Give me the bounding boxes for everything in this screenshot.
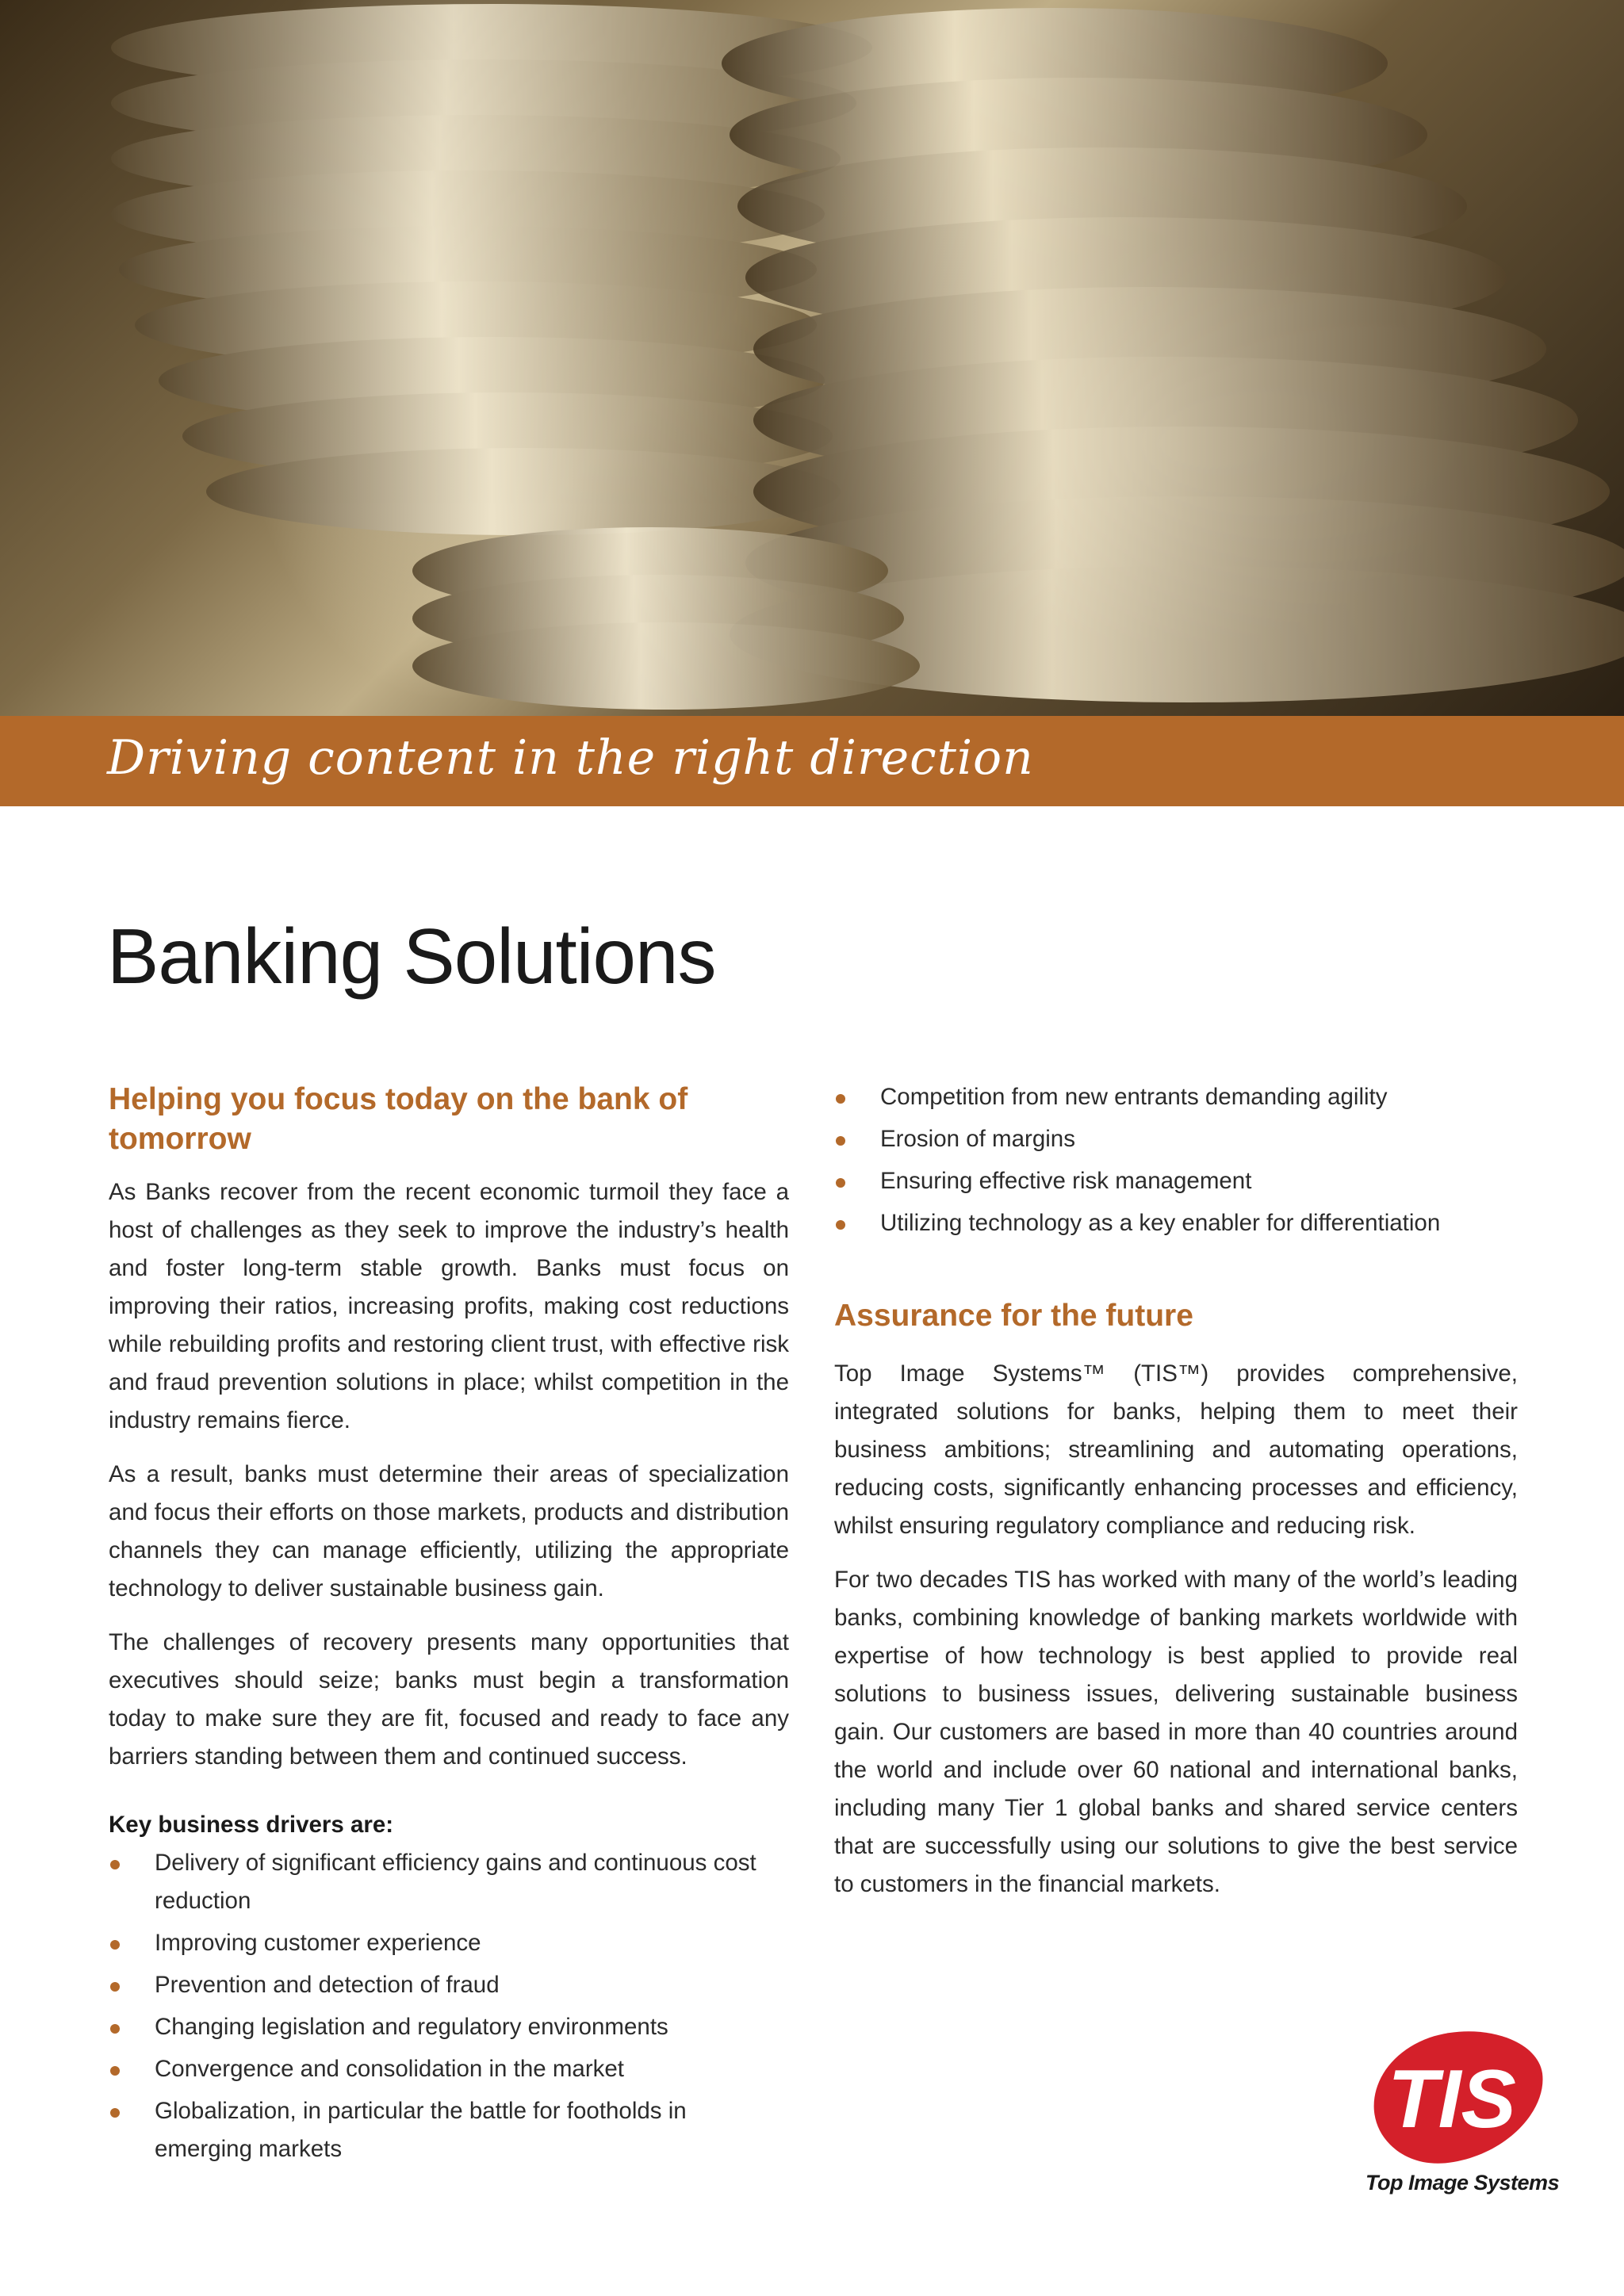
bullet-icon bbox=[110, 2066, 120, 2076]
list-item: Delivery of significant efficiency gains and continuous cost reduction bbox=[109, 1844, 789, 1920]
bullet-icon bbox=[110, 2024, 120, 2034]
bullet-icon bbox=[836, 1094, 845, 1104]
bullet-icon bbox=[836, 1220, 845, 1230]
list-item: Ensuring effective risk management bbox=[834, 1162, 1518, 1200]
right-paragraph-1: Top Image Systems™ (TIS™) provides comprehensive, integrated solutions for banks, helping them to meet their business ambitions; streamlining and automating operations, reducing costs, significantly enhancing processes and efficiency, whilst ensuring regulatory compliance and reducing risk. bbox=[834, 1360, 1518, 1539]
right-paragraph-2: For two decades TIS has worked with many of the world’s leading banks, combining knowledge of banking markets worldwide with expertise of how technology is best applied to provide real solutions to business issues, delivering sustainable business gain. Our customers are based in more than 40 countries around the world and include over 60 national and international banks, including many Tier 1 global banks and shared service centers that are successfully using our solutions to give the best service to customers in the financial markets. bbox=[834, 1567, 1518, 1897]
bullet-icon bbox=[836, 1178, 845, 1188]
tis-logo-icon bbox=[1358, 2026, 1549, 2168]
bullet-icon bbox=[110, 2108, 120, 2118]
page-title: Banking Solutions bbox=[107, 913, 716, 1000]
left-paragraph-3: The challenges of recovery presents many opportunities that executives should seize; banks must begin a transformation today to make sure they are fit, focused and ready to face any barriers standing between them and continued success. bbox=[109, 1629, 789, 1770]
drivers-title: Key business drivers are: bbox=[109, 1812, 394, 1838]
bullet-icon bbox=[110, 1982, 120, 1992]
tagline-banner bbox=[0, 716, 1624, 806]
list-item: Utilizing technology as a key enabler for differentiation bbox=[834, 1204, 1518, 1242]
front-coin-stack bbox=[412, 527, 920, 710]
svg-text:TIS: TIS bbox=[1388, 2053, 1516, 2145]
left-heading: Helping you focus today on the bank of tomorrow bbox=[109, 1082, 688, 1156]
list-item: Changing legislation and regulatory environments bbox=[109, 2008, 789, 2046]
list-item: Erosion of margins bbox=[834, 1120, 1518, 1158]
list-item: Prevention and detection of fraud bbox=[109, 1966, 789, 2004]
right-heading: Assurance for the future bbox=[834, 1299, 1193, 1333]
bullet-icon bbox=[110, 1940, 120, 1950]
list-item: Convergence and consolidation in the market bbox=[109, 2050, 789, 2088]
tagline: Driving content in the right direction bbox=[107, 730, 1034, 786]
left-column bbox=[109, 1080, 789, 2172]
list-item: Globalization, in particular the battle for footholds in emerging markets bbox=[109, 2092, 789, 2168]
left-paragraph-2: As a result, banks must determine their areas of specialization and focus their efforts on those markets, products and distribution channels they can manage efficiently, utilizing the appropriate technology to deliver sustainable business gain. bbox=[109, 1461, 789, 1601]
left-paragraph-1: As Banks recover from the recent economic turmoil they face a host of challenges as they seek to improve the industry’s health and foster long-term stable growth. Banks must focus on improving their ratios, increasing profits, making cost reductions while rebuilding profits and restoring client trust, with effective risk and fraud prevention solutions in place; whilst competition in the industry remains fierce. bbox=[109, 1179, 789, 1433]
list-item: Competition from new entrants demanding agility bbox=[834, 1078, 1518, 1116]
bullet-icon bbox=[110, 1860, 120, 1869]
hero-image bbox=[0, 0, 1624, 716]
list-item: Improving customer experience bbox=[109, 1924, 789, 1962]
bullet-icon bbox=[836, 1136, 845, 1146]
logo-caption: Top Image Systems bbox=[1365, 2171, 1560, 2195]
drivers-list bbox=[109, 1844, 789, 2168]
right-column bbox=[834, 1078, 1518, 1919]
drivers-list-continued bbox=[834, 1078, 1518, 1242]
